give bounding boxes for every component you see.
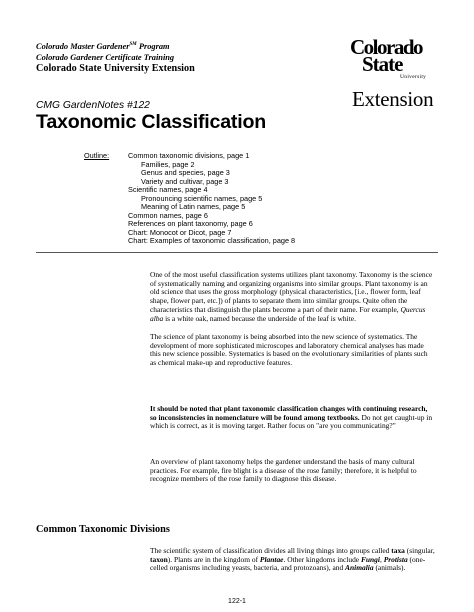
outline-item: Chart: Examples of taxonomic classification, page 8 [128, 236, 296, 246]
text-run: The scientific system of classification divides all living things into groups called [150, 546, 392, 555]
term-animalia: Animalia [345, 563, 374, 573]
outline-label: Outline: [84, 151, 110, 160]
outline-item: Families, page 2 [141, 159, 195, 169]
text-run: , [379, 554, 384, 564]
text-run: Do not get caught-up in which is correct, as it is moving target. Rather focus on "are you communicating?" [150, 412, 433, 431]
term-fungi: Fungi [360, 554, 380, 564]
outline-list [128, 152, 428, 246]
text-run: (one-celled organisms including yeasts, bacteria, and protozoans), and [150, 554, 426, 573]
logo-university: University [400, 74, 427, 80]
text-run: is a white oak, named because the underside of the leaf is white. [163, 313, 356, 323]
latin-name: Quercus alba [150, 304, 426, 323]
colorado-state-logo [350, 37, 440, 81]
program-name: Colorado Master Gardener [36, 42, 130, 51]
program-header [36, 42, 170, 51]
outline-item: Pronouncing scientific names, page 5 [141, 193, 263, 203]
gardennotes-number: CMG GardenNotes #122 [36, 100, 150, 111]
paragraph-kingdoms [150, 547, 435, 573]
extension-header: Colorado State University Extension [36, 63, 195, 74]
outline-item: References on plant taxonomy, page 6 [128, 219, 253, 229]
paragraph-systematics [150, 333, 435, 368]
extension-logo: Extension [352, 87, 434, 111]
term-plantae: Plantae [259, 554, 284, 564]
outline-item: Chart: Monocot or Dicot, page 7 [128, 227, 232, 237]
logo-colorado: Colorado [350, 35, 422, 59]
text-run: An overview of plant taxonomy helps the gardener understand the basis of many cultural practices. For example, fire blight is a disease of the rose family; therefore, it is helpful to recognize members of the rose family to diagnose this disease. [150, 457, 417, 484]
section-heading: Common Taxonomic Divisions [36, 524, 170, 535]
outline-item: Common taxonomic divisions, page 1 [128, 151, 250, 160]
service-mark: SM [129, 42, 137, 48]
term-taxon: taxon [150, 554, 168, 564]
text-run: The science of plant taxonomy is being absorbed into the new science of systematics. The development of more sophisticated microscopes and laboratory chemical analyses has made this new science possible. Systematics is based on the evolutionary similarities of plants such as chemical make-up and reproductive features. [150, 332, 428, 368]
term-protista: Protista [383, 554, 408, 564]
outline-item: Variety and cultivar, page 3 [141, 176, 229, 186]
paragraph-note [150, 405, 435, 431]
page-number: 122-1 [228, 598, 246, 605]
text-run: (animals). [373, 563, 406, 573]
text-run: . Other kingdoms include [283, 554, 361, 564]
outline-item: Scientific names, page 4 [128, 185, 208, 195]
page-title: Taxonomic Classification [36, 111, 267, 133]
outline-item: Genus and species, page 3 [141, 168, 230, 178]
training-header: Colorado Gardener Certificate Training [36, 53, 175, 62]
text-run: ). Plants are in the kingdom of [167, 554, 260, 564]
term-taxa: taxa [391, 546, 405, 555]
outline-item: Common names, page 6 [128, 210, 208, 220]
logo-state: State [362, 52, 403, 76]
paragraph-overview [150, 458, 435, 484]
text-run: (singular, [404, 546, 435, 555]
section-divider [36, 252, 438, 253]
text-run: One of the most useful classification systems utilizes plant taxonomy. Taxonomy is the science of systematically naming and organizing organisms into similar groups. Plant taxonomy is an old science that uses the gross morphology (physical characteristics, [i.e., flower form, leaf shape, flower part, etc.]) of plants to separate them into similar groups. Quite often the characteristics that distinguish the plants become a part of their name. For example, [150, 270, 433, 314]
outline-item: Meaning of Latin names, page 5 [141, 202, 246, 212]
bold-note: It should be noted that plant taxonomic classification changes with continuing research, so inconsistencies in nomenclature will be found among textbooks. [150, 404, 428, 422]
paragraph-taxonomy-intro [150, 271, 435, 323]
program-suffix: Program [136, 42, 170, 51]
